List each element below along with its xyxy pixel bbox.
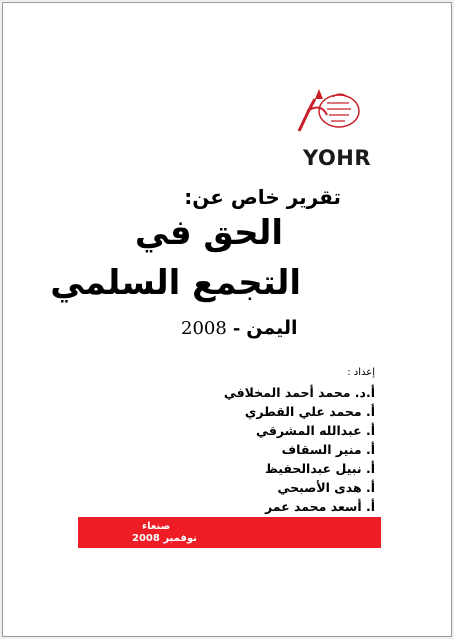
author-item: أ. منير السقاف	[281, 442, 375, 457]
author-item: أ. عبدالله المشرقي	[256, 423, 375, 438]
footer-banner	[78, 517, 381, 548]
authors-list	[224, 383, 375, 516]
author-item: أ.د. محمد أحمد المخلافي	[223, 385, 375, 400]
author-item: أ. محمد علي القطري	[244, 404, 375, 419]
report-title-line1: الحق في	[134, 213, 283, 253]
author-item: أ. أسعد محمد عمر	[265, 499, 375, 514]
footer-city: صنعاء	[142, 521, 171, 532]
logo-wordmark: YOHR	[303, 146, 372, 170]
prepared-by-label: إعداد :	[347, 367, 375, 378]
yohr-logo-icon	[293, 85, 361, 135]
report-year: 2008	[181, 318, 227, 339]
report-country: اليمن	[246, 317, 298, 339]
report-subtitle: تقرير خاص عن:	[184, 185, 341, 209]
author-item: أ. نبيل عبدالحفيظ	[264, 461, 375, 476]
place-separator: -	[232, 318, 241, 339]
author-item: أ. هدى الأصبحي	[277, 480, 375, 495]
place-and-year	[181, 317, 298, 339]
footer-date: نوفمبر 2008	[132, 533, 197, 544]
report-title-line2: التجمع السلمي	[50, 263, 301, 303]
document-page	[2, 2, 452, 637]
